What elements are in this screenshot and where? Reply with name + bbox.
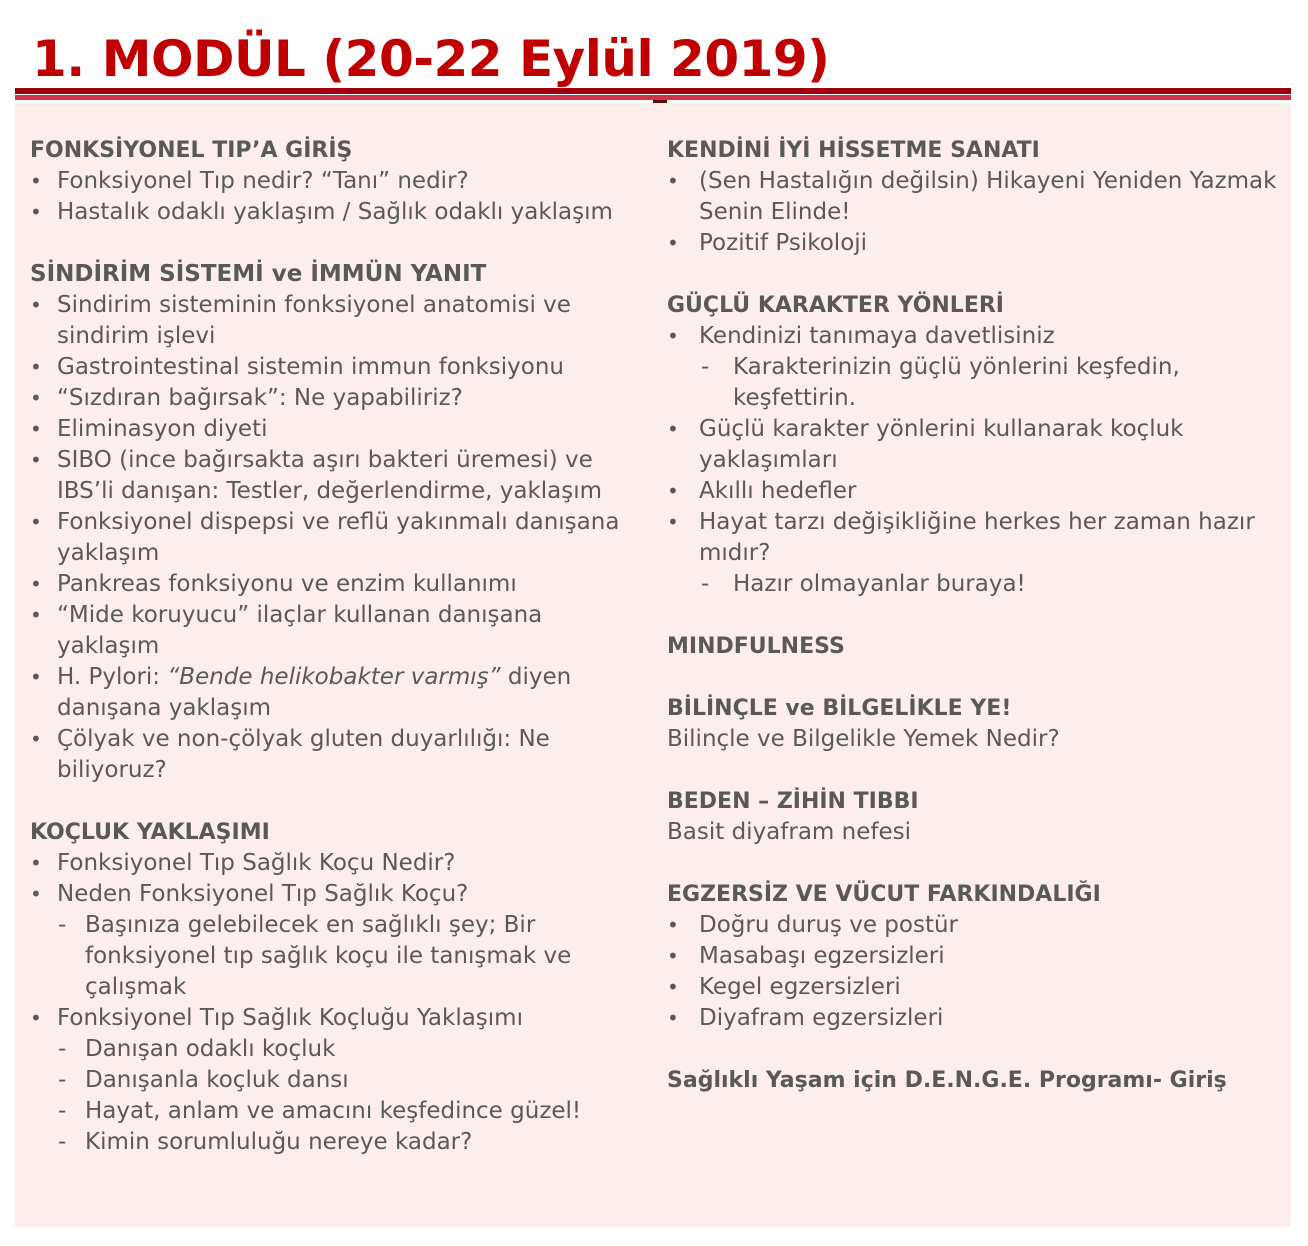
right-column xyxy=(667,135,1282,1096)
section-heading-denge: Sağlıklı Yaşam için D.E.N.G.E. Programı- Giriş xyxy=(667,1068,1227,1093)
list-koclugu xyxy=(30,1003,640,1034)
list-item: • Çölyak ve non-çölyak gluten duyarlılığı: Ne biliyoruz? xyxy=(30,724,640,786)
list-item: • Fonksiyonel Tıp Sağlık Koçluğu Yaklaşımı xyxy=(30,1003,640,1034)
list-item: • Fonksiyonel Tıp nedir? “Tanı” nedir? xyxy=(30,166,640,197)
list-item: • “Mide koruyucu” ilaçlar kullanan danışana yaklaşım xyxy=(30,600,640,662)
section-heading-kocluk: KOÇLUK YAKLAŞIMI xyxy=(30,820,270,845)
sub-list-item: - Hayat, anlam ve amacını keşfedince güzel! xyxy=(30,1096,640,1127)
sub-list-item: - Danışan odaklı koçluk xyxy=(30,1034,640,1065)
h-pylori-prefix: H. Pylori: xyxy=(57,664,168,690)
list-egzersiz xyxy=(667,910,1282,1034)
h-pylori-quote: “Bende helikobakter varmış” xyxy=(167,664,501,690)
list-item: • Pozitif Psikoloji xyxy=(667,228,1282,259)
list-item: • Doğru duruş ve postür xyxy=(667,910,1282,941)
list-item: • Akıllı hedefler xyxy=(667,476,1282,507)
list-item: • Eliminasyon diyeti xyxy=(30,414,640,445)
section-heading-beden-zihin: BEDEN – ZİHİN TIBBI xyxy=(667,789,919,814)
list-kocluk xyxy=(30,848,640,910)
section-heading-bilincle: BİLİNÇLE ve BİLGELİKLE YE! xyxy=(667,696,1012,721)
list-kendini-iyi xyxy=(667,166,1282,259)
list-item: • SIBO (ince bağırsakta aşırı bakteri üremesi) ve IBS’li danışan: Testler, değerlendirme, yaklaşım xyxy=(30,445,640,507)
sublist-karakter xyxy=(667,352,1282,414)
list-item: • Fonksiyonel Tıp Sağlık Koçu Nedir? xyxy=(30,848,640,879)
sublist-koclugu xyxy=(30,1034,640,1158)
list-item: • Kegel egzersizleri xyxy=(667,972,1282,1003)
list-karakter xyxy=(667,321,1282,352)
list-item: • Sindirim sisteminin fonksiyonel anatomisi ve sindirim işlevi xyxy=(30,290,640,352)
sub-list-item: - Hazır olmayanlar buraya! xyxy=(667,569,1282,600)
section-heading-mindfulness: MINDFULNESS xyxy=(667,634,845,659)
section-heading-kendini-iyi: KENDİNİ İYİ HİSSETME SANATI xyxy=(667,138,1040,163)
section-heading-sindirim: SİNDİRİM SİSTEMİ ve İMMÜN YANIT xyxy=(30,261,487,287)
list-item: • Fonksiyonel dispepsi ve reflü yakınmalı danışana yaklaşım xyxy=(30,507,640,569)
list-item: • Diyafram egzersizleri xyxy=(667,1003,1282,1034)
section-text-bilincle: Bilinçle ve Bilgelikle Yemek Nedir? xyxy=(667,726,1060,752)
section-heading-karakter: GÜÇLÜ KARAKTER YÖNLERİ xyxy=(667,293,1004,318)
list-fonksiyonel-tip xyxy=(30,166,640,228)
sublist-koc xyxy=(30,910,640,1003)
list-item: • Masabaşı egzersizleri xyxy=(667,941,1282,972)
page-title: 1. MODÜL (20-22 Eylül 2019) xyxy=(32,30,830,88)
title-underline xyxy=(15,88,1291,94)
list-item: • Neden Fonksiyonel Tıp Sağlık Koçu? xyxy=(30,879,640,910)
list-item: • Hastalık odaklı yaklaşım / Sağlık odaklı yaklaşım xyxy=(30,197,640,228)
h-pylori-suffix: diyen danışana yaklaşım xyxy=(57,664,572,721)
sub-list-item: - Danışanla koçluk dansı xyxy=(30,1065,640,1096)
list-sindirim xyxy=(30,290,640,786)
sublist-hazir xyxy=(667,569,1282,600)
list-item: • Gastrointestinal sistemin immun fonksiyonu xyxy=(30,352,640,383)
list-item: • Pankreas fonksiyonu ve enzim kullanımı xyxy=(30,569,640,600)
list-item: • Hayat tarzı değişikliğine herkes her zaman hazır mıdır? xyxy=(667,507,1282,569)
list-item: • (Sen Hastalığın değilsin) Hikayeni Yeniden Yazmak Senin Elinde! xyxy=(667,166,1282,228)
left-column xyxy=(30,135,640,1158)
sub-list-item: - Başınıza gelebilecek en sağlıklı şey; Bir fonksiyonel tıp sağlık koçu ile tanışmak ve çalışmak xyxy=(30,910,640,1003)
list-item-h-pylori xyxy=(30,662,640,724)
section-heading-fonksiyonel-tip: FONKSİYONEL TIP’A GİRİŞ xyxy=(30,138,353,163)
list-item: • Kendinizi tanımaya davetlisiniz xyxy=(667,321,1282,352)
list-karakter-2 xyxy=(667,414,1282,569)
sub-list-item: - Karakterinizin güçlü yönlerini keşfedin, keşfettirin. xyxy=(667,352,1282,414)
sub-list-item: - Kimin sorumluluğu nereye kadar? xyxy=(30,1127,640,1158)
section-heading-egzersiz: EGZERSİZ VE VÜCUT FARKINDALIĞI xyxy=(667,882,1101,907)
list-item: • “Sızdıran bağırsak”: Ne yapabiliriz? xyxy=(30,383,640,414)
list-item: • Güçlü karakter yönlerini kullanarak koçluk yaklaşımları xyxy=(667,414,1282,476)
section-text-beden-zihin: Basit diyafram nefesi xyxy=(667,819,911,845)
